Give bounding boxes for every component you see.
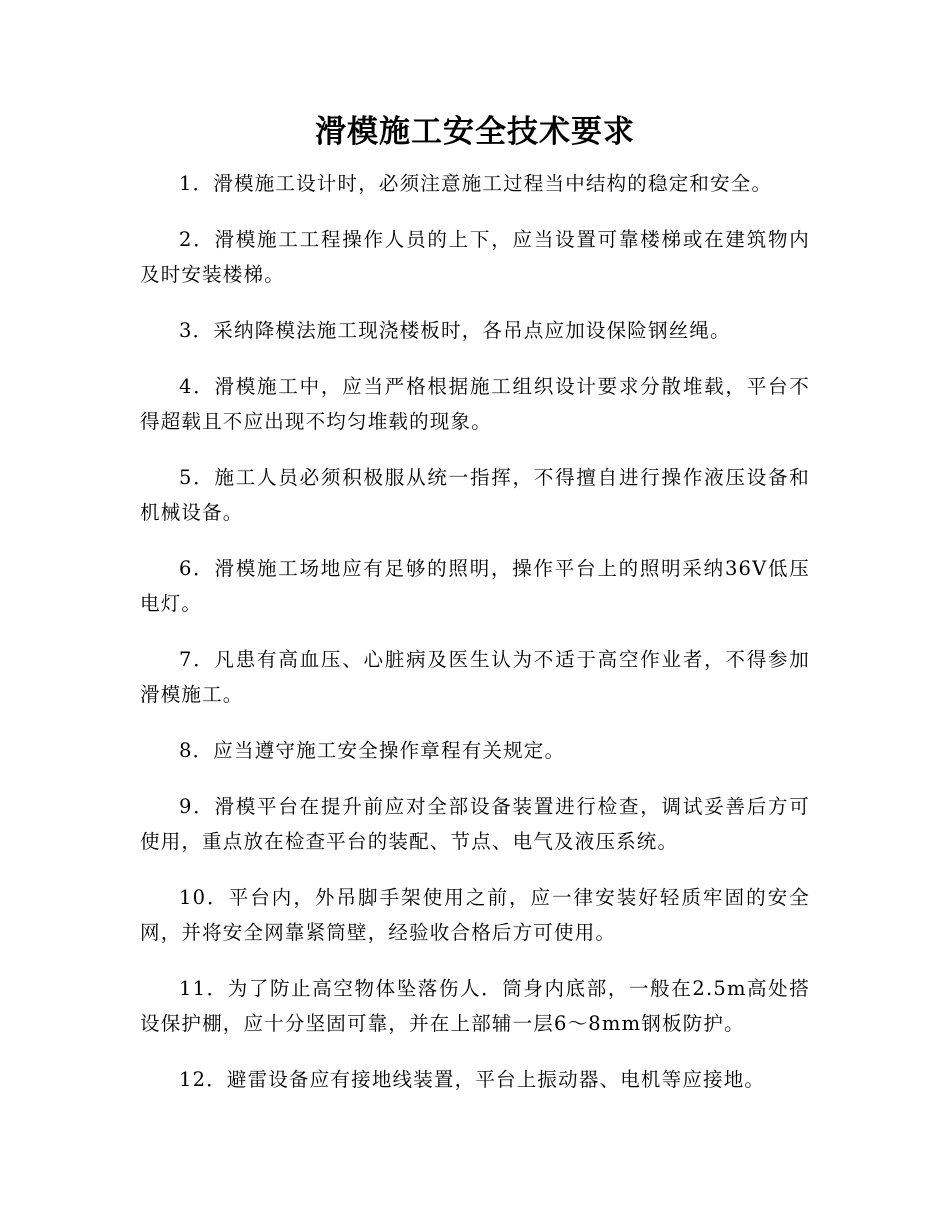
document-body — [140, 166, 810, 1118]
paragraph-5: 5．施工人员必须积极服从统一指挥，不得擅自进行操作液压设备和机械设备。 — [140, 466, 810, 524]
paragraph-11: 11．为了防止高空物体坠落伤人．筒身内底部，一般在2.5m高处搭设保护棚，应十分坚固可靠，并在上部辅一层6～8mm钢板防护。 — [140, 977, 810, 1035]
paragraph-4: 4．滑模施工中，应当严格根据施工组织设计要求分散堆载，平台不得超载且不应出现不均匀堆载的现象。 — [140, 375, 810, 433]
paragraph-12: 12．避雷设备应有接地线装置，平台上振动器、电机等应接地。 — [179, 1068, 766, 1091]
paragraph-9: 9．滑模平台在提升前应对全部设备装置进行检查，调试妥善后方可使用，重点放在检查平台的装配、节点、电气及液压系统。 — [140, 795, 810, 853]
paragraph-1: 1．滑模施工设计时，必须注意施工过程当中结构的稳定和安全。 — [179, 172, 773, 195]
paragraph-8: 8．应当遵守施工安全操作章程有关规定。 — [179, 739, 566, 762]
paragraph-2: 2．滑模施工工程操作人员的上下，应当设置可靠楼梯或在建筑物内及时安装楼梯。 — [140, 228, 810, 286]
document-title: 滑模施工安全技术要求 — [315, 114, 635, 150]
paragraph-3: 3．采纳降模法施工现浇楼板时，各吊点应加设保险钢丝绳。 — [179, 319, 731, 342]
paragraph-10: 10．平台内，外吊脚手架使用之前，应一律安装好轻质牢固的安全网，并将安全网靠紧筒壁，经验收合格后方可使用。 — [140, 886, 810, 944]
paragraph-6: 6．滑模施工场地应有足够的照明，操作平台上的照明采纳36V低压电灯。 — [140, 557, 810, 615]
paragraph-7: 7．凡患有高血压、心脏病及医生认为不适于高空作业者，不得参加滑模施工。 — [140, 648, 810, 706]
